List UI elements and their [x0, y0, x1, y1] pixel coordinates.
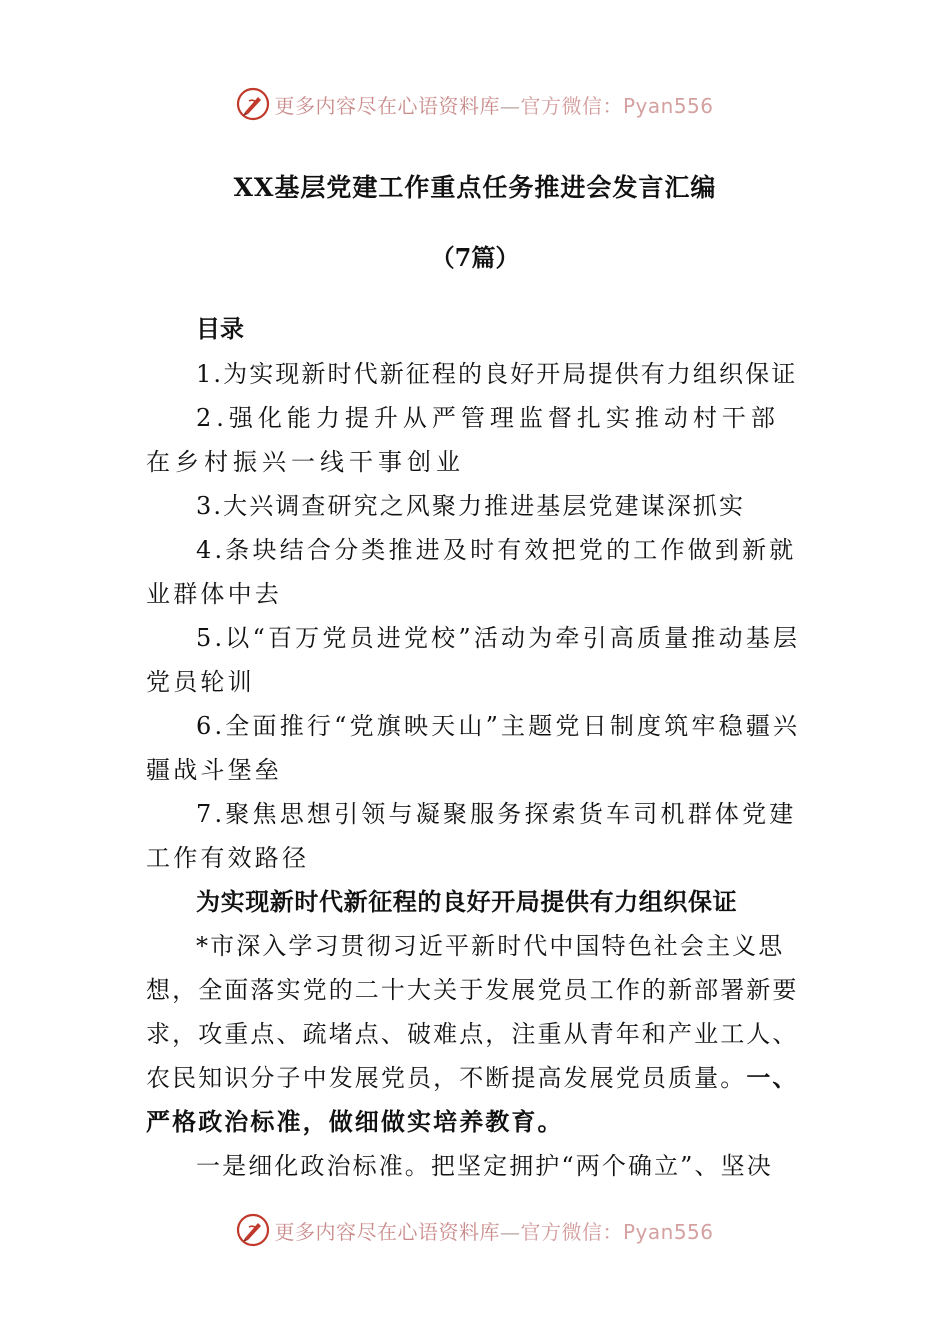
- document-title: XX基层党建工作重点任务推进会发言汇编: [233, 173, 717, 202]
- toc-heading: 目录: [196, 314, 244, 343]
- body-text: *市深入学习贯彻习近平新时代中国特色社会主义思想，全面落实党的二十大关于发展党员工作的新部署新要求，攻重点、疏堵点、破难点，注重从青年和产业工人、农民知识分子中发展党员，不断提高发展党员质量。: [146, 932, 799, 1092]
- watermark-text: 更多内容尽在心语资料库—官方微信：Pyan556: [274, 93, 714, 118]
- pen-logo-icon: [236, 1213, 270, 1247]
- toc-item-3: 3.大兴调查研究之风聚力推进基层党建谋深抓实: [196, 492, 746, 520]
- toc-item-7: 7.聚焦思想引领与凝聚服务探索货车司机群体党建工作有效路径: [146, 800, 797, 872]
- toc-item-4: 4.条块结合分类推进及时有效把党的工作做到新就业群体中去: [146, 536, 797, 608]
- document-subtitle: （7篇）: [430, 243, 520, 272]
- body-last-line: 一是细化政治标准。把坚定拥护“两个确立”、坚决: [196, 1152, 773, 1180]
- watermark-header: [0, 84, 950, 124]
- body-paragraph: [146, 924, 806, 1144]
- section-title: 为实现新时代新征程的良好开局提供有力组织保证: [196, 887, 738, 916]
- toc-item-6: 6.全面推行“党旗映天山”主题党日制度筑牢稳疆兴疆战斗堡垒: [146, 712, 801, 784]
- pen-logo-icon: [236, 87, 270, 121]
- toc-item-2: 2.强化能力提升从严管理监督扎实推动村干部在乡村振兴一线干事创业: [146, 404, 780, 476]
- body-bold-heading: 一、严格政治标准，做细做实培养教育。: [146, 1063, 799, 1136]
- toc-item-1: 1.为实现新时代新征程的良好开局提供有力组织保证: [196, 360, 798, 388]
- watermark-text: 更多内容尽在心语资料库—官方微信：Pyan556: [274, 1219, 714, 1244]
- watermark-footer: [0, 1210, 950, 1250]
- document-body: [146, 308, 806, 1188]
- toc-item-5: 5.以“百万党员进党校”活动为牵引高质量推动基层党员轮训: [146, 624, 801, 696]
